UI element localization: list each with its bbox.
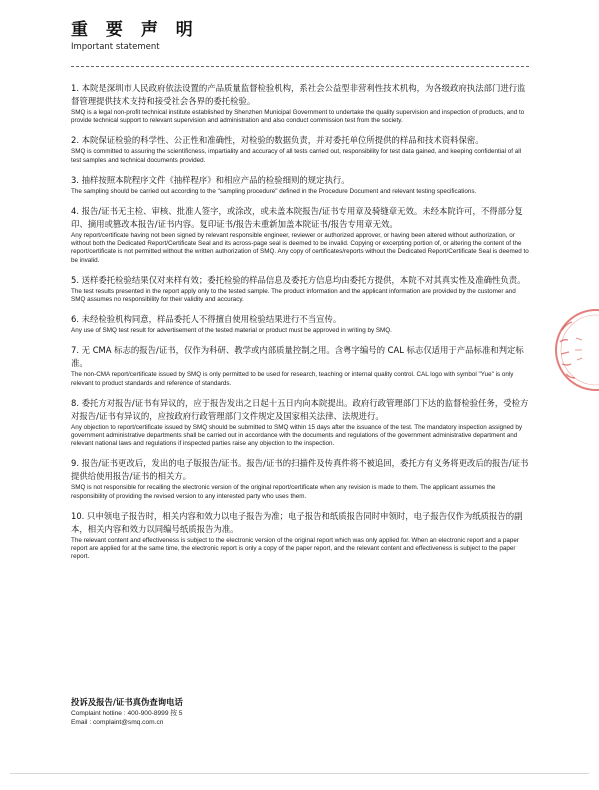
statement-cn: 2. 本院保证检验的科学性、公正性和准确性，对检验的数据负责，并对委托单位所提供的样品和技术资料保密。 [71,135,484,146]
complaint-hotline: Complaint hotline : 400-900-8999 按 5 [71,710,183,717]
statement-item [71,174,529,196]
bottom-divider [10,773,589,774]
statement-cn: 6. 未经检验机构同意，样品委托人不得擅自使用检验结果进行不当宣传。 [71,314,342,325]
statement-en: SMQ is committed to assuring the scientificness, impartiality and accuracy of all tests carried out, responsibility for test data gained, and keeping confidential of all test samples and technical documents provided. [71,148,522,164]
statement-item [71,344,529,387]
page-subtitle: Important statement [71,42,160,52]
statement-cn: 3. 抽样按照本院程序文件《抽样程序》和相应产品的检验细则的规定执行。 [71,174,350,185]
statement-item [71,82,529,125]
statement-item [71,397,529,449]
statement-list [71,82,529,570]
contact-title: 投诉及报告/证书真伪查询电话 [71,697,183,707]
statement-cn: 9. 报告/证书更改后，发出的电子版报告/证书。报告/证书的扫描件及传真件将不被追回，委托方有义务将更改后的报告/证书提供给使用报告/证书的相关方。 [71,458,529,482]
statement-item [71,134,529,164]
statement-cn: 4. 报告/证书无主检、审核、批准人签字，或涂改，或未盖本院报告/证书专用章及骑缝章无效。未经本院许可，不得部分复印、摘用或篡改本报告/证书内容。复印证书/报告未重新加盖本院证书/报告专用章无效。 [71,206,523,230]
statement-cn: 8. 委托方对报告/证书有异议的，应于报告发出之日起十五日内向本院提出。政府行政管理部门下达的监督检验任务，受检方对报告/证书有异议的，应按政府行政管理部门文件规定及国家相关法律、法规进行。 [71,397,529,421]
statement-item [71,457,529,500]
statement-item [71,510,529,562]
statement-cn: 1. 本院是深圳市人民政府依法设置的产品质量监督检验机构，系社会公益型非营利性技术机构，为各级政府执法部门进行监督管理提供技术支持和接受社会各界的委托检验。 [71,83,526,106]
complaint-email: Email : complaint@smq.com.cn [71,719,164,726]
dashed-divider [71,66,529,67]
statement-en: Any report/certificate having not been signed by relevant responsible engineer, reviewer or authorized approver, or having been altered without authorization, or without both the Dedicated Report/Certificate Seal and its across-page seal is deemed to be invalid. Copying or excerpting portion of, or altering the content of the report/certificate is not permitted without the written authorization of SMQ. Any copy of certificates/reports without the Dedicated Report/Certificate Seal is deemed to be invalid. [71,232,529,264]
statement-en: SMQ is not responsible for recalling the electronic version of the original report/certificate when any revision is made to them. The applicant assumes the responsibility of providing the revised version to any interested party who uses them. [71,484,496,500]
seal-graphic [548,300,599,400]
statement-en: The non-CMA report/certificate issued by SMQ is only permitted to be used for research, teaching or internal quality control. CAL logo with symbol "Yue" is only relevant to product standards and reference of standards. [71,371,514,387]
statement-cn: 5. 送样委托检验结果仅对来样有效；委托检验的样品信息及委托方信息均由委托方提供，本院不对其真实性及准确性负责。 [71,274,526,285]
partial-red-seal-icon [548,300,599,400]
statement-en: Any use of SMQ test result for advertisement of the tested material or product must be approved in writing by SMQ. [71,327,392,335]
statement-en: The test results presented in the report apply only to the tested sample. The product information and the applicant information are provided by the customer and SMQ assumes no responsibility for their validity and accuracy. [71,287,516,304]
statement-cn: 7. 无 CMA 标志的报告/证书，仅作为科研、教学或内部质量控制之用。含粤字编号的 CAL 标志仅适用于产品标准和判定标准。 [71,345,524,369]
statement-en: The relevant content and effectiveness is subject to the electronic version of the original report which was only applied for. When an electronic report and a paper report are applied for at the same time, the electronic report is only a copy of the paper report, and the relevant content and effectiveness is subject to the paper report. [71,536,519,561]
statement-item [71,274,529,304]
statement-item [71,313,529,335]
page-title: 重 要 声 明 [71,20,199,40]
statement-en: The sampling should be carried out according to the "sampling procedure" defined in the Procedure Document and relevant testing specifications. [71,187,477,195]
statement-en: SMQ is a legal non-profit technical institute established by Shenzhen Municipal Government to undertake the quality supervision and inspection of products, and to provide technical support to relevant supervision and administration and also conduct commission test from the society. [71,109,525,125]
contact-block [71,696,529,727]
statement-en: Any objection to report/certificate issued by SMQ should be submitted to SMQ within 15 days after the issuance of the test. The mandatory inspection assigned by government administrative departments shall be carried out in accordance with the documents and regulations of the government administrative department and relevant national laws and regulations if inspected parties raise any objection to the inspection. [71,423,523,448]
header [71,20,199,52]
statement-item [71,205,529,265]
statement-cn: 10. 只申领电子报告时，相关内容和效力以电子报告为准；电子报告和纸质报告同时申领时，电子报告仅作为纸质报告的副本，相关内容和效力以同编号纸质报告为准。 [71,510,523,534]
